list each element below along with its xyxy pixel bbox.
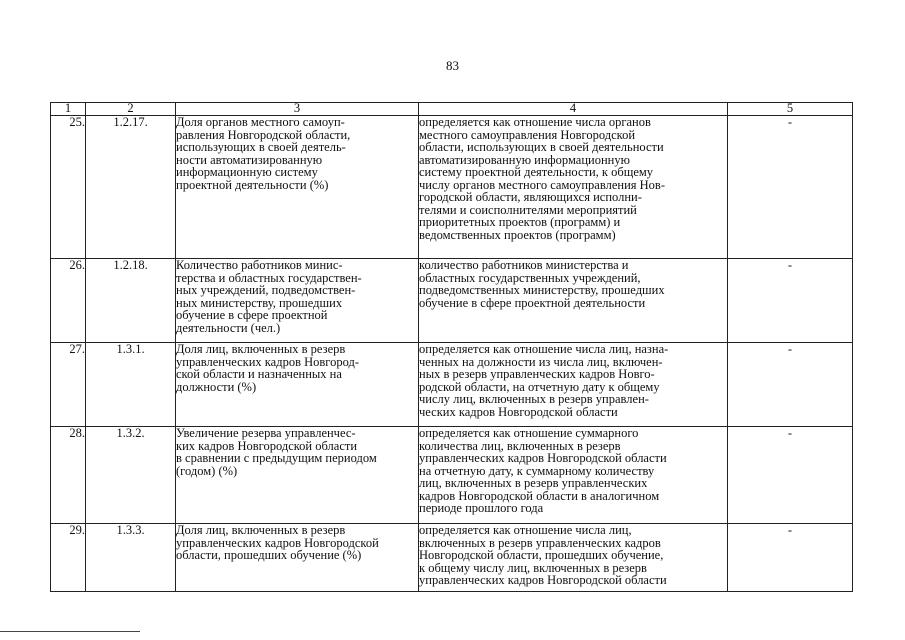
indicator-code: 1.3.2. <box>86 427 176 524</box>
indicator-value: - <box>728 427 853 524</box>
indicators-table <box>50 102 853 592</box>
table-row <box>51 343 853 427</box>
calculation-method <box>419 343 728 427</box>
indicator-code: 1.2.18. <box>86 259 176 343</box>
header-col-1: 1 <box>51 103 86 116</box>
calculation-method-text: определяется как отношение числа лиц, назна- ченных на должности из числа лиц, включен- ных в резерв управленческих кадров Новго- родской области, на отчетную дату к общему числу лиц, включенных в резерв управлен- ческих кадров Новгородской области <box>419 342 669 419</box>
indicator-name-text: Доля органов местного самоуп- равления Новгородской области, использующих в своей деятель- ности автоматизированную информационную систему проектной деятельности (%) <box>176 115 351 192</box>
indicator-name-text: Доля лиц, включенных в резерв управленческих кадров Новгородской области, прошедших обучение (%) <box>176 523 379 562</box>
indicator-name <box>176 116 419 259</box>
indicator-value: - <box>728 343 853 427</box>
indicator-name <box>176 259 419 343</box>
page-number: 83 <box>446 58 459 73</box>
table-header-row <box>51 103 853 116</box>
header-col-4: 4 <box>419 103 728 116</box>
row-number: 27. <box>51 343 86 427</box>
indicator-name <box>176 427 419 524</box>
indicator-name <box>176 524 419 592</box>
table-row <box>51 116 853 259</box>
indicator-name-text: Количество работников минис- терства и областных государствен- ных учреждений, подведомствен- ных министерству, прошедших обучение в сфере проектной деятельности (чел.) <box>176 258 362 335</box>
indicator-name-text: Доля лиц, включенных в резерв управленческих кадров Новгород- ской области и назначенных на должности (%) <box>176 342 360 394</box>
row-number: 25. <box>51 116 86 259</box>
indicator-code: 1.2.17. <box>86 116 176 259</box>
page-footer-line <box>0 631 140 632</box>
calculation-method <box>419 116 728 259</box>
table-row <box>51 427 853 524</box>
calculation-method <box>419 524 728 592</box>
calculation-method <box>419 427 728 524</box>
indicator-value: - <box>728 116 853 259</box>
table-row <box>51 259 853 343</box>
indicator-value: - <box>728 524 853 592</box>
indicator-name <box>176 343 419 427</box>
header-col-2: 2 <box>86 103 176 116</box>
indicator-code: 1.3.3. <box>86 524 176 592</box>
row-number: 26. <box>51 259 86 343</box>
header-col-3: 3 <box>176 103 419 116</box>
calculation-method <box>419 259 728 343</box>
row-number: 29. <box>51 524 86 592</box>
indicator-code: 1.3.1. <box>86 343 176 427</box>
indicator-name-text: Увеличение резерва управленчес- ких кадров Новгородской области в сравнении с предыдущим периодом (годом) (%) <box>176 426 377 478</box>
calculation-method-text: определяется как отношение числа лиц, включенных в резерв управленческих кадров Новгородской области, прошедших обучение, к общему числу лиц, включенных в резерв управленческих кадров Новгородской области <box>419 523 667 587</box>
row-number: 28. <box>51 427 86 524</box>
table-row <box>51 524 853 592</box>
indicator-value: - <box>728 259 853 343</box>
calculation-method-text: определяется как отношение числа органов местного самоуправления Новгородской области, использующих в своей деятельности автоматизированную информационную систему проектной деятельности, к общему числу органов местного самоуправления Нов- городской области, являющихся исполни- телями и соисполнителями мероприятий приоритетных проектов (программ) и ведомственных проектов (программ) <box>419 115 665 242</box>
calculation-method-text: количество работников министерства и областных государственных учреждений, подведомственных министерству, прошедших обучение в сфере проектной деятельности <box>419 258 665 310</box>
header-col-5: 5 <box>728 103 853 116</box>
calculation-method-text: определяется как отношение суммарного количества лиц, включенных в резерв управленческих кадров Новгородской области на отчетную дату, к суммарному количеству лиц, включенных в резерв управленческих кадров Новгородской области в аналогичном периоде прошлого года <box>419 426 667 515</box>
